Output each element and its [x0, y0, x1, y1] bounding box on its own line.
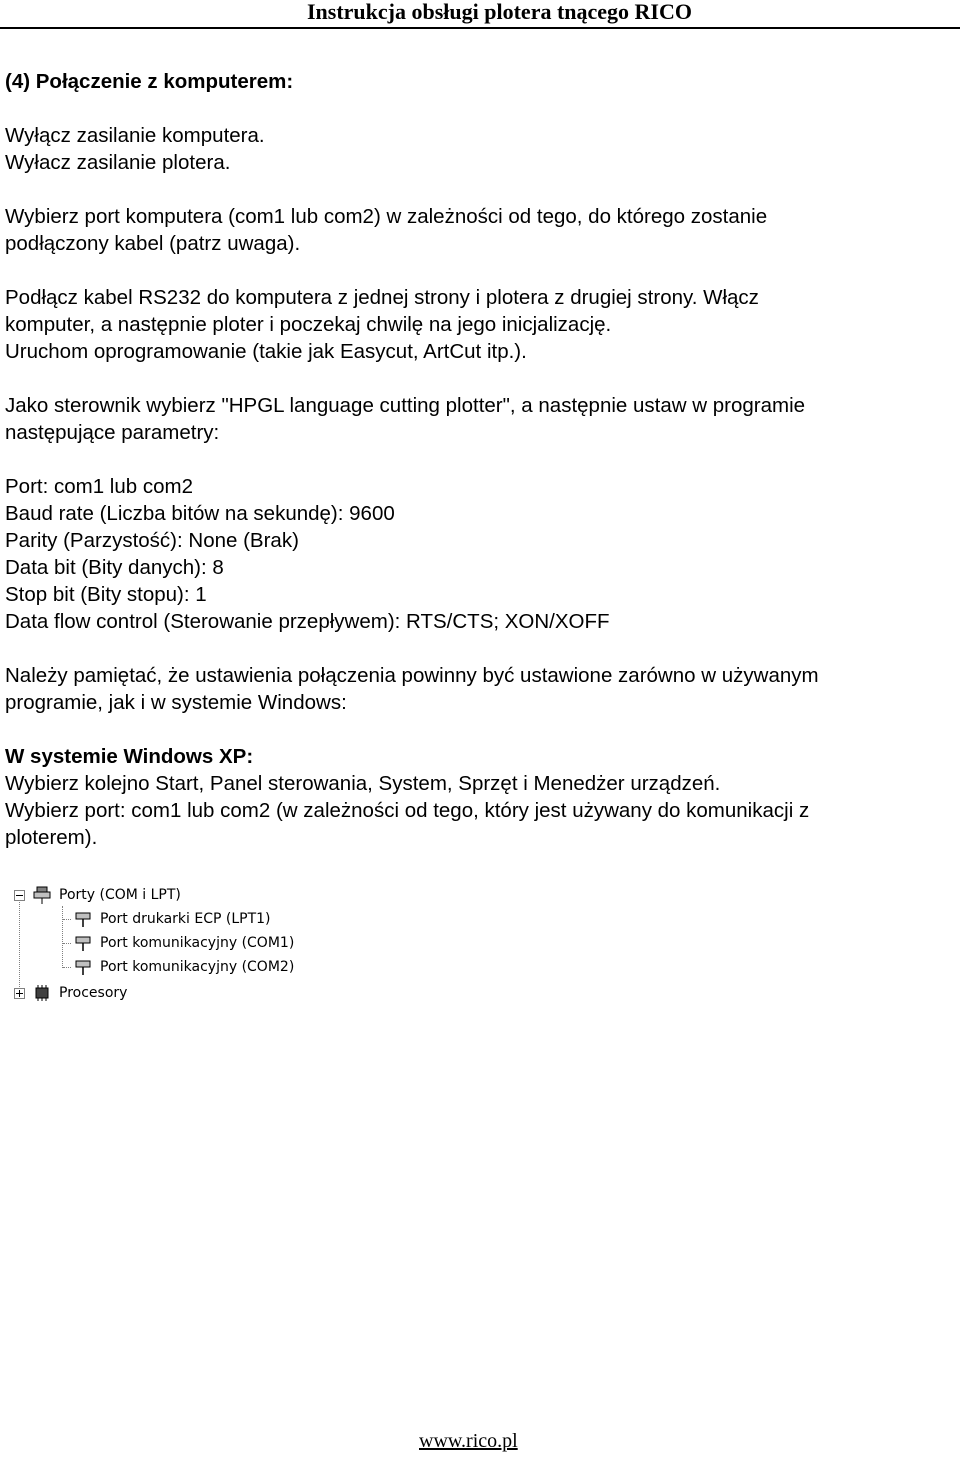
body-line: Wybierz port komputera (com1 lub com2) w zależności od tego, do którego zostanie	[5, 205, 768, 228]
tree-label-processors: Procesory	[59, 985, 128, 1001]
param-line: Port: com1 lub com2	[5, 475, 193, 498]
param-line: Baud rate (Liczba bitów na sekundę): 9600	[5, 502, 395, 525]
body-line: Należy pamiętać, że ustawienia połączenia powinny być ustawione zarówno w używanym	[5, 664, 819, 687]
section-heading: (4) Połączenie z komputerem:	[5, 70, 294, 93]
body-line: Uruchom oprogramowanie (takie jak Easycut, ArtCut itp.).	[5, 340, 527, 363]
tree-node-com1[interactable]	[72, 932, 294, 954]
param-line: Stop bit (Bity stopu): 1	[5, 583, 207, 606]
tree-label-ports: Porty (COM i LPT)	[59, 887, 181, 903]
footer-link[interactable]: www.rico.pl	[419, 1430, 518, 1452]
tree-node-processors[interactable]	[14, 982, 127, 1004]
param-line: Data flow control (Sterowanie przepływem): RTS/CTS; XON/XOFF	[5, 610, 610, 633]
body-line: programie, jak i w systemie Windows:	[5, 691, 347, 714]
body-line: Wyłacz zasilanie plotera.	[5, 151, 231, 174]
body-line: podłączony kabel (patrz uwaga).	[5, 232, 301, 255]
expand-icon[interactable]	[14, 988, 25, 999]
param-line: Data bit (Bity danych): 8	[5, 556, 224, 579]
port-connector-icon	[72, 909, 94, 929]
document-header: Instrukcja obsługi plotera tnącego RICO	[306, 0, 692, 24]
tree-connector	[19, 898, 20, 993]
body-line: Wybierz port: com1 lub com2 (w zależności od tego, który jest używany do komunikacji z	[5, 799, 810, 822]
body-line: Wyłącz zasilanie komputera.	[5, 124, 265, 147]
tree-label-lpt1: Port drukarki ECP (LPT1)	[100, 911, 271, 927]
tree-node-ports[interactable]	[14, 884, 181, 906]
tree-label-com1: Port komunikacyjny (COM1)	[100, 935, 295, 951]
tree-node-com2[interactable]	[72, 956, 294, 978]
cpu-chip-icon	[31, 983, 53, 1003]
body-line: komputer, a następnie ploter i poczekaj chwilę na jego inicjalizację.	[5, 313, 612, 336]
body-line: następujące parametry:	[5, 421, 220, 444]
tree-connector	[63, 967, 71, 968]
body-line: Wybierz kolejno Start, Panel sterowania, System, Sprzęt i Menedżer urządzeń.	[5, 772, 721, 795]
body-line: Podłącz kabel RS232 do komputera z jednej strony i plotera z drugiej strony. Włącz	[5, 286, 759, 309]
body-line: ploterem).	[5, 826, 98, 849]
tree-node-lpt1[interactable]	[72, 908, 271, 930]
document-body	[5, 68, 950, 851]
tree-label-com2: Port komunikacyjny (COM2)	[100, 959, 295, 975]
port-connector-icon	[72, 933, 94, 953]
tree-connector	[63, 943, 71, 944]
device-manager-tree	[14, 878, 314, 1008]
param-line: Parity (Parzystość): None (Brak)	[5, 529, 299, 552]
header-rule	[0, 27, 960, 29]
port-connector-icon	[31, 885, 53, 905]
body-line: Jako sterownik wybierz "HPGL language cutting plotter", a następnie ustaw w programie	[5, 394, 806, 417]
collapse-icon[interactable]	[14, 890, 25, 901]
tree-connector	[63, 919, 71, 920]
xp-heading: W systemie Windows XP:	[5, 745, 254, 768]
tree-connector	[62, 906, 63, 968]
port-connector-icon	[72, 957, 94, 977]
